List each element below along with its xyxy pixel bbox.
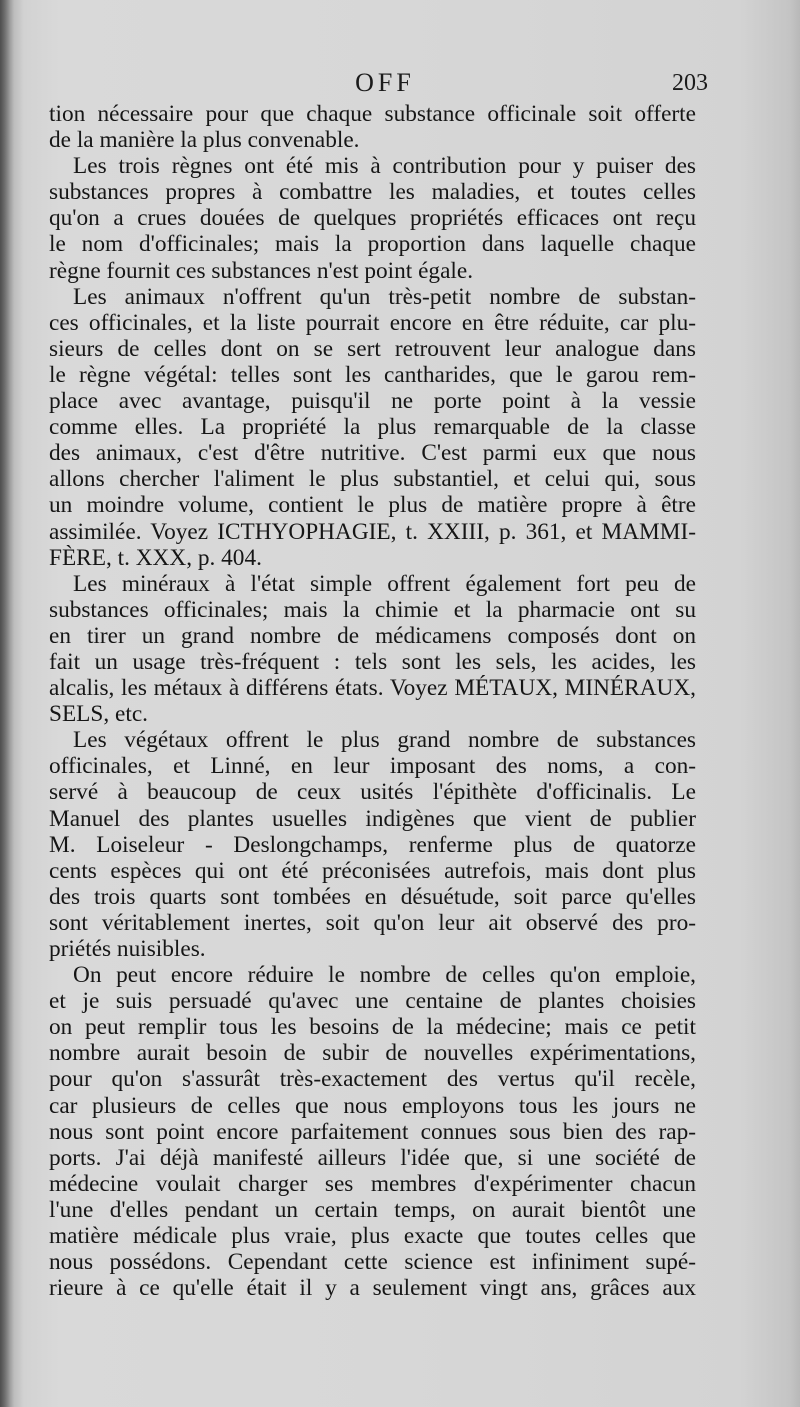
text-line: le règne végétal: telles sont les cantharides, que le garou rem- — [49, 361, 696, 388]
text-line: matière médicale plus vraie, plus exacte que toutes celles que — [49, 1223, 696, 1250]
text-line: règne fournit ces substances n'est point égale. — [49, 257, 474, 284]
text-line: car plusieurs de celles que nous employons tous les jours ne — [49, 1092, 696, 1119]
text-line: ces officinales, et la liste pourrait encore en être réduite, car plu- — [49, 309, 696, 336]
page-number: 203 — [672, 70, 708, 96]
running-head: OFF — [355, 68, 415, 97]
text-line: en tirer un grand nombre de médicamens composés dont on — [49, 622, 696, 649]
text-line: de la manière la plus convenable. — [49, 127, 360, 154]
text-line: des trois quarts sont tombées en désuétude, soit parce qu'elles — [49, 883, 696, 910]
text-line: le nom d'officinales; mais la proportion dans laquelle chaque — [49, 231, 696, 258]
paragraph-first-line: Les végétaux offrent le plus grand nombre de substances — [73, 727, 696, 754]
text-line: sont véritablement inertes, soit qu'on leur ait observé des pro- — [49, 909, 696, 936]
text-line: servé à beaucoup de ceux usités l'épithète d'officinalis. Le — [49, 779, 696, 806]
text-line: M. Loiseleur - Deslongchamps, renferme plus de quatorze — [49, 831, 696, 858]
text-line-cross-reference: FÈRE, t. XXX, p. 404. — [49, 544, 262, 571]
text-line: médecine voulait charger ses membres d'expérimenter chacun — [49, 1170, 696, 1197]
text-line: nous possédons. Cependant cette science est infiniment supé- — [49, 1249, 696, 1276]
text-line: fait un usage très-fréquent : tels sont les sels, les acides, les — [49, 648, 696, 675]
text-line: sieurs de celles dont on se sert retrouvent leur analogue dans — [49, 335, 696, 362]
text-line: substances propres à combattre les maladies, et toutes celles — [49, 179, 696, 206]
text-line: un moindre volume, contient le plus de matière propre à être — [49, 492, 696, 519]
text-line: officinales, et Linné, en leur imposant des noms, a con- — [49, 753, 696, 780]
text-line: et je suis persuadé qu'avec une centaine de plantes choisies — [49, 988, 696, 1015]
text-line: substances officinales; mais la chimie et la pharmacie ont su — [49, 596, 696, 623]
text-line: des animaux, c'est d'être nutritive. C'est parmi eux que nous — [49, 440, 696, 467]
binding-shadow — [0, 0, 14, 1407]
body-text — [49, 101, 696, 1301]
paragraph-first-line: Les animaux n'offrent qu'un très-petit nombre de substan- — [73, 283, 696, 310]
text-line: comme elles. La propriété la plus remarquable de la classe — [49, 414, 696, 441]
paragraph-first-line: Les trois règnes ont été mis à contribution pour y puiser des — [73, 153, 696, 180]
text-line-cross-reference: alcalis, les métaux à différens états. Voyez MÉTAUX, MINÉRAUX, — [49, 675, 696, 702]
text-line: priétés nuisibles. — [49, 936, 206, 962]
text-line: qu'on a crues douées de quelques propriétés efficaces ont reçu — [49, 205, 696, 232]
text-line: tion nécessaire pour que chaque substance officinale soit offerte — [49, 101, 696, 127]
text-line: Manuel des plantes usuelles indigènes que vient de publier — [49, 805, 696, 832]
text-line: allons chercher l'aliment le plus substantiel, et celui qui, sous — [49, 466, 696, 493]
text-line: place avec avantage, puisqu'il ne porte point à la vessie — [49, 388, 696, 415]
text-line: ports. J'ai déjà manifesté ailleurs l'idée que, si une société de — [49, 1144, 696, 1171]
text-line: nombre aurait besoin de subir de nouvelles expérimentations, — [49, 1040, 696, 1067]
page-header — [50, 68, 708, 104]
text-line: cents espèces qui ont été préconisées autrefois, mais dont plus — [49, 857, 696, 884]
text-line: rieure à ce qu'elle était il y a seulement vingt ans, grâces aux — [49, 1275, 696, 1302]
text-line: nous sont point encore parfaitement connues sous bien des rap- — [49, 1118, 696, 1145]
text-line: pour qu'on s'assurât très-exactement des vertus qu'il recèle, — [49, 1066, 696, 1093]
paragraph-first-line: On peut encore réduire le nombre de celles qu'on emploie, — [73, 962, 696, 989]
text-line-cross-reference: assimilée. Voyez ICTHYOPHAGIE, t. XXIII, p. 361, et MAMMI- — [49, 518, 696, 545]
text-line: on peut remplir tous les besoins de la médecine; mais ce petit — [49, 1014, 696, 1041]
text-line: l'une d'elles pendant un certain temps, on aurait bientôt une — [49, 1196, 696, 1223]
text-line-cross-reference: SELS, etc. — [49, 701, 149, 728]
paragraph-first-line: Les minéraux à l'état simple offrent également fort peu de — [73, 570, 696, 597]
